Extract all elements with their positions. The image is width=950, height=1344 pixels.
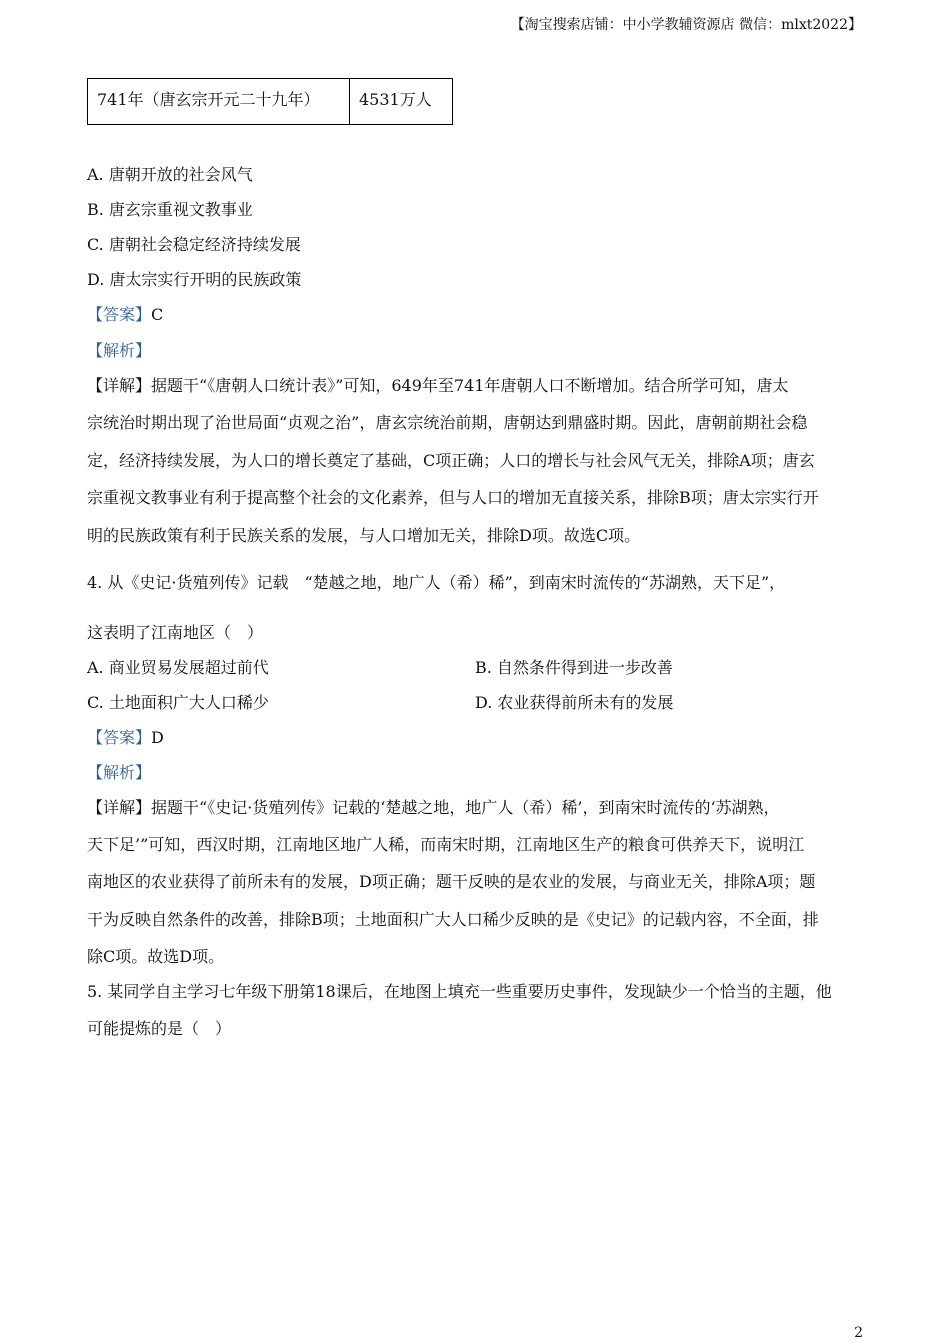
table-cell-population: 4531万人 bbox=[350, 79, 453, 125]
q3-option-b: B. 唐玄宗重视文教事业 bbox=[87, 200, 253, 219]
q3-detail-line-2: 宗统治时期出现了治世局面“贞观之治”，唐玄宗统治前期，唐朝达到鼎盛时期。因此，唐朝前期社会稳 bbox=[87, 413, 808, 432]
q4-detail-line-4: 干为反映自然条件的改善，排除B项；土地面积广大人口稀少反映的是《史记》的记载内容，不全面，排 bbox=[87, 910, 819, 929]
answer-value: D bbox=[151, 728, 164, 747]
q4-option-d: D. 农业获得前所未有的发展 bbox=[475, 693, 674, 712]
detail-label: 【详解】 bbox=[87, 376, 152, 395]
q3-option-d: D. 唐太宗实行开明的民族政策 bbox=[87, 270, 302, 289]
q4-analysis-label: 【解析】 bbox=[87, 763, 152, 782]
source-note: 【淘宝搜索店铺：中小学教辅资源店 微信：mlxt2022】 bbox=[510, 17, 862, 33]
table-cell-year: 741年（唐玄宗开元二十九年） bbox=[88, 79, 350, 125]
answer-value: C bbox=[151, 305, 164, 324]
q4-detail-line-2: 天下足’”可知，西汉时期，江南地区地广人稀，而南宋时期，江南地区生产的粮食可供养天下，说明江 bbox=[87, 835, 805, 854]
q4-detail-line-5: 除C项。故选D项。 bbox=[87, 947, 225, 966]
q5-stem-line-1: 5. 某同学自主学习七年级下册第18课后，在地图上填充一些重要历史事件，发现缺少一个恰当的主题，他 bbox=[87, 982, 832, 1001]
q4-detail-line-1 bbox=[87, 798, 780, 818]
q4-detail-line-3: 南地区的农业获得了前所未有的发展，D项正确；题干反映的是农业的发展，与商业无关，排除A项；题 bbox=[87, 872, 816, 891]
page-number: 2 bbox=[854, 1325, 863, 1341]
q3-detail-line-1 bbox=[87, 376, 788, 396]
q3-analysis-label: 【解析】 bbox=[87, 341, 152, 360]
population-table bbox=[87, 78, 453, 125]
detail-text: 据题干“《史记·货殖列传》记载的‘楚越之地，地广人（希）稀’，到南宋时流传的‘苏湖熟， bbox=[151, 798, 780, 817]
answer-label: 【答案】 bbox=[87, 305, 152, 324]
q4-option-c: C. 土地面积广大人口稀少 bbox=[87, 693, 269, 712]
table-row bbox=[88, 79, 453, 125]
q4-answer bbox=[87, 728, 164, 748]
q3-option-c: C. 唐朝社会稳定经济持续发展 bbox=[87, 235, 301, 254]
q3-detail-line-4: 宗重视文教事业有利于提高整个社会的文化素养，但与人口的增加无直接关系，排除B项；唐太宗实行开 bbox=[87, 488, 819, 507]
q3-detail-line-3: 定，经济持续发展，为人口的增长奠定了基础，C项正确；人口的增长与社会风气无关，排除A项；唐玄 bbox=[87, 451, 815, 470]
detail-text: 据题干“《唐朝人口统计表》”可知，649年至741年唐朝人口不断增加。结合所学可知，唐太 bbox=[151, 376, 789, 395]
q3-answer bbox=[87, 305, 163, 325]
answer-label: 【答案】 bbox=[87, 728, 152, 747]
q4-option-a: A. 商业贸易发展超过前代 bbox=[87, 658, 269, 677]
q3-option-a: A. 唐朝开放的社会风气 bbox=[87, 165, 253, 184]
q5-stem-line-2: 可能提炼的是（ ） bbox=[87, 1019, 232, 1038]
q4-stem-line-1: 4. 从《史记·货殖列传》记载 “楚越之地，地广人（希）稀”，到南宋时流传的“苏湖熟，天下足”， bbox=[87, 573, 786, 592]
detail-label: 【详解】 bbox=[87, 798, 152, 817]
q4-option-b: B. 自然条件得到进一步改善 bbox=[475, 658, 673, 677]
q3-detail-line-5: 明的民族政策有利于民族关系的发展，与人口增加无关，排除D项。故选C项。 bbox=[87, 526, 641, 545]
q4-stem-line-2: 这表明了江南地区（ ） bbox=[87, 623, 264, 642]
